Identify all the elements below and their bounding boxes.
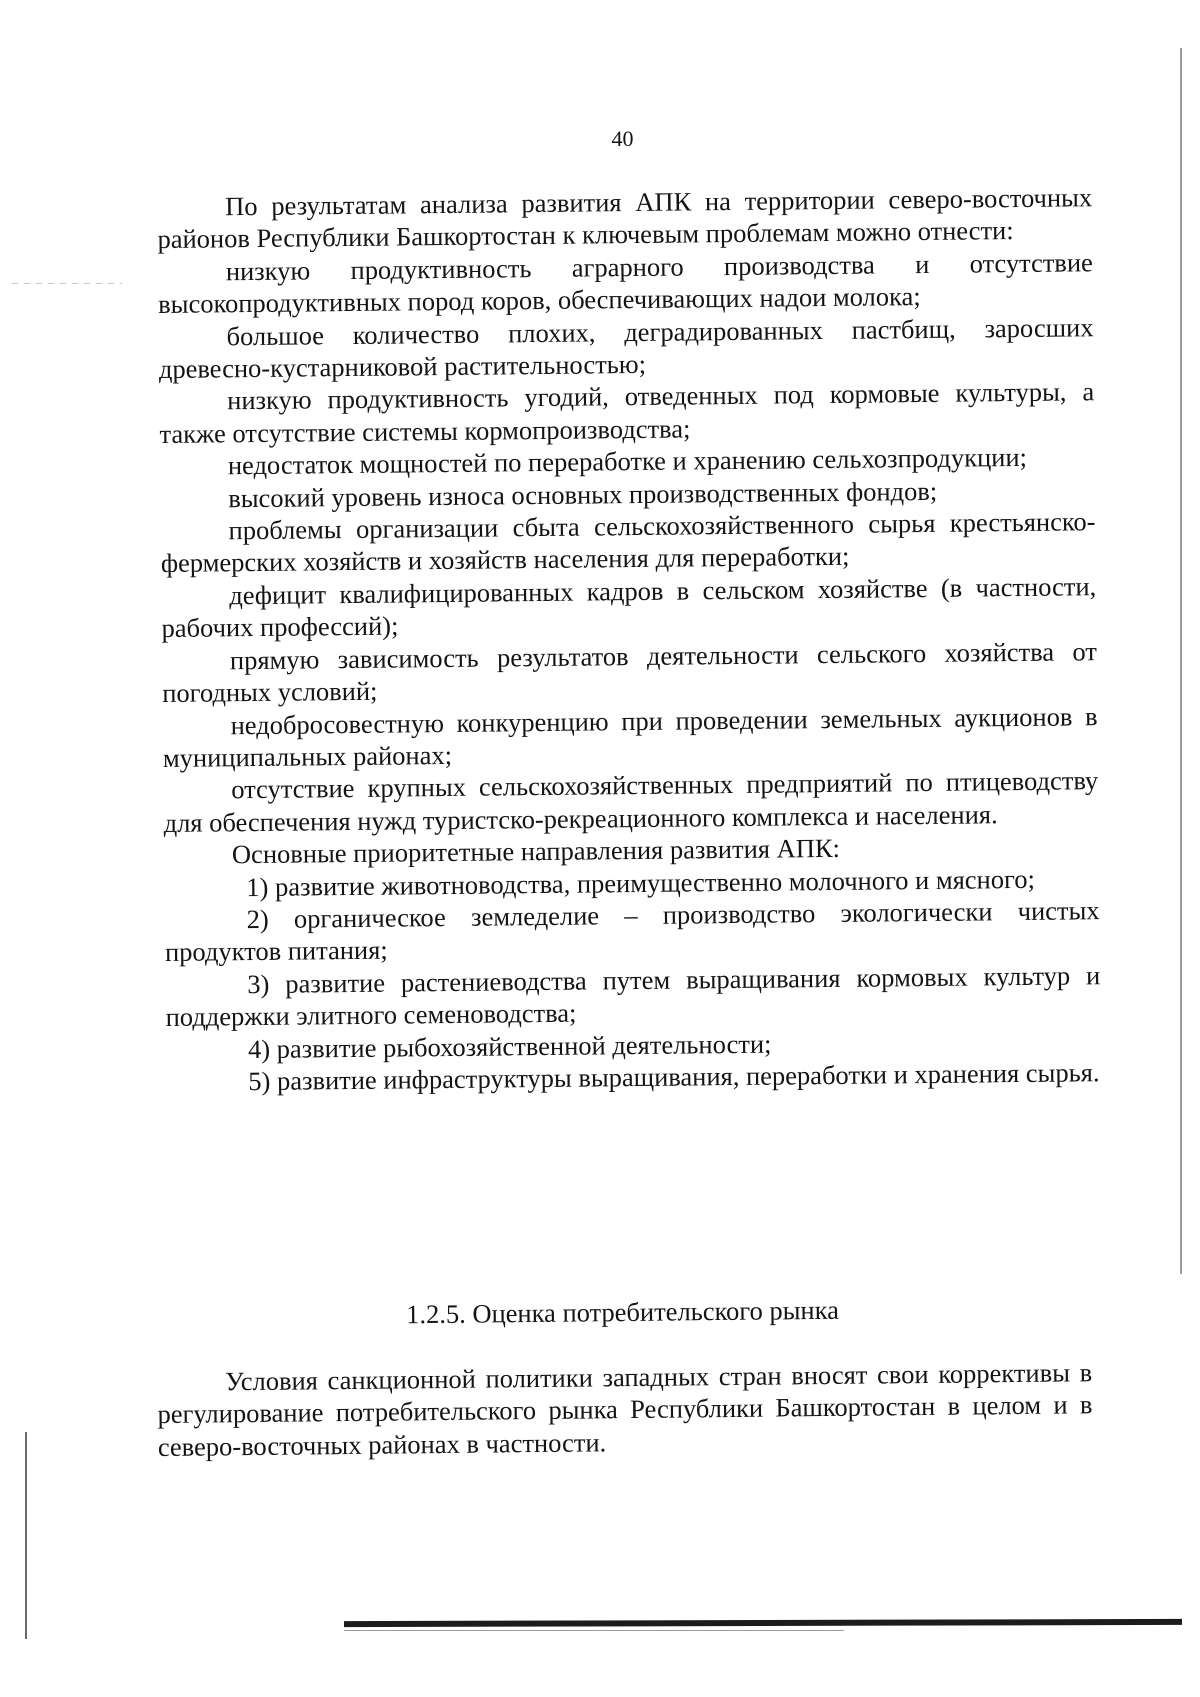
priority-item: 1) развитие животноводства, преимущественно молочного и мясного;: [246, 863, 1035, 902]
section-text: [157, 1356, 1093, 1463]
problem-item: низкую продуктивность угодий, отведенных под кормовые культуры, а также отсутствие системы кормопроизводства;: [159, 376, 1095, 449]
priority-item: 2) органическое земледелие – производство экологически чистых продуктов питания;: [164, 895, 1100, 968]
priorities-title: Основные приоритетные направления развития АПК:: [231, 833, 841, 870]
problem-item: большое количество плохих, деградированных пастбищ, заросших древесно-кустарниковой растительностью;: [158, 311, 1094, 385]
section-paragraph: Условия санкционной политики западных стран вносят свои коррективы в регулирование потребительского рынка Республики Башкортостан в целом и в северо-восточных районах в частности.: [157, 1357, 1093, 1462]
problem-item: недобросовестную конкуренцию при проведении земельных аукционов в муниципальных районах;: [162, 700, 1098, 773]
scan-bottom-line: [344, 1630, 844, 1631]
problem-item: дефицит квалифицированных кадров в сельском хозяйстве (в частности, рабочих профессий);: [161, 571, 1097, 644]
problem-item: отсутствие крупных сельскохозяйственных предприятий по птицеводству для обеспечения нужд туристско-рекреационного комплекса и населения.: [163, 765, 1099, 838]
intro-paragraph: По результатам анализа развития АПК на территории северо-восточных районов Республики Башкортостан к ключевым проблемам можно отнести:: [157, 182, 1093, 255]
priority-item: 5) развитие инфраструктуры выращивания, переработки и хранения сырья.: [248, 1057, 1100, 1097]
priority-item: 3) развитие растениеводства путем выращивания кормовых культур и поддержки элитного семеноводства;: [165, 959, 1101, 1033]
page-number: 40: [611, 126, 634, 151]
problem-item: проблемы организации сбыта сельскохозяйственного сырья крестьянско-фермерских хозяйств и хозяйств населения для переработки;: [160, 506, 1096, 579]
section-heading: 1.2.5. Оценка потребительского рынка: [405, 1294, 840, 1330]
problem-item: высокий уровень износа основных производственных фондов;: [228, 475, 938, 513]
priority-item: 4) развитие рыбохозяйственной деятельности;: [247, 1028, 772, 1064]
main-text: [157, 181, 1101, 1098]
problem-item: прямую зависимость результатов деятельности сельского хозяйства от погодных условий;: [162, 635, 1098, 709]
scan-bottom-bar: [344, 1619, 1182, 1627]
scan-edge-line: [25, 1432, 27, 1639]
problem-item: недостаток мощностей по переработке и хранению сельхозпродукции;: [227, 442, 1028, 481]
scan-dash-mark: [12, 283, 122, 284]
problem-item: низкую продуктивность аграрного производства и отсутствие высокопродуктивных пород коров, обеспечивающих надои молока;: [158, 247, 1093, 320]
scan-edge-line: [1180, 48, 1182, 1274]
